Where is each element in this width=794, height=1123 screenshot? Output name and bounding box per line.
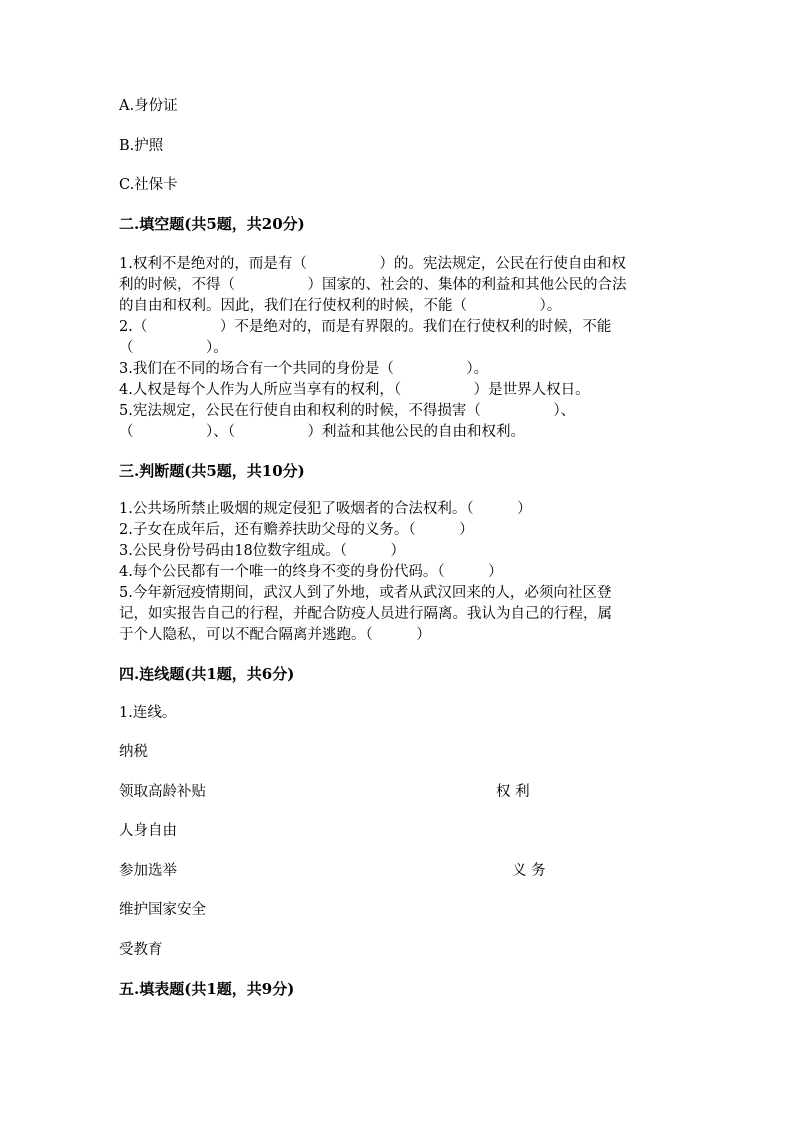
section-3-heading: 三.判断题(共5题，共10分)	[119, 462, 305, 480]
option-c: C.社保卡	[119, 177, 178, 193]
section-2-line: 3.我们在不同的场合有一个共同的身份是（ ）。	[119, 361, 489, 377]
match-left-item: 纳税	[119, 744, 148, 760]
section-3-line: 2.子女在成年后，还有赡养扶助父母的义务。（ ）	[119, 522, 474, 538]
match-right-item: 义 务	[512, 863, 546, 879]
section-3-line: 于个人隐私，可以不配合隔离并逃跑。（ ）	[119, 627, 431, 643]
match-left-item: 受教育	[119, 942, 163, 958]
section-3-line: 1.公共场所禁止吸烟的规定侵犯了吸烟者的合法权利。（ ）	[119, 501, 532, 517]
section-2-line: 1.权利不是绝对的，而是有（ ）的。宪法规定，公民在行使自由和权	[119, 256, 626, 272]
section-2-line: 2.（ ）不是绝对的，而是有界限的。我们在行使权利的时候，不能	[119, 319, 612, 335]
section-3-line: 4.每个公民都有一个唯一的终身不变的身份代码。（ ）	[119, 564, 503, 580]
section-2-line: （ ）。	[119, 340, 228, 356]
section-4-question: 1.连线。	[119, 705, 177, 721]
section-4-heading: 四.连线题(共1题，共6分)	[119, 665, 295, 683]
option-a: A.身份证	[119, 98, 178, 114]
section-2-line: （ ）、（ ）利益和其他公民的自由和权利。	[119, 424, 525, 440]
section-3-line: 记，如实报告自己的行程，并配合防疫人员进行隔离。我认为自己的行程，属	[119, 606, 612, 622]
section-3-line: 5.今年新冠疫情期间，武汉人到了外地，或者从武汉回来的人，必须向社区登	[119, 585, 612, 601]
section-3-line: 3.公民身份号码由18位数字组成。（ ）	[119, 543, 406, 559]
section-2-line: 的自由和权利。因此，我们在行使权利的时候，不能（ ）。	[119, 298, 562, 314]
match-left-item: 参加选举	[119, 863, 177, 879]
section-5-heading: 五.填表题(共1题，共9分)	[119, 980, 295, 998]
section-2-line: 利的时候，不得（ ）国家的、社会的、集体的利益和其他公民的合法	[119, 277, 627, 293]
match-left-item: 人身自由	[119, 823, 177, 839]
section-2-heading: 二.填空题(共5题，共20分)	[119, 215, 305, 233]
section-2-line: 5.宪法规定，公民在行使自由和权利的时候，不得损害（ ）、	[119, 403, 576, 419]
option-b: B.护照	[119, 138, 164, 154]
match-left-item: 维护国家安全	[119, 902, 206, 918]
match-left-item: 领取高龄补贴	[119, 784, 206, 800]
section-2-line: 4.人权是每个人作为人所应当享有的权利，（ ）是世界人权日。	[119, 382, 590, 398]
match-right-item: 权 利	[496, 784, 530, 800]
